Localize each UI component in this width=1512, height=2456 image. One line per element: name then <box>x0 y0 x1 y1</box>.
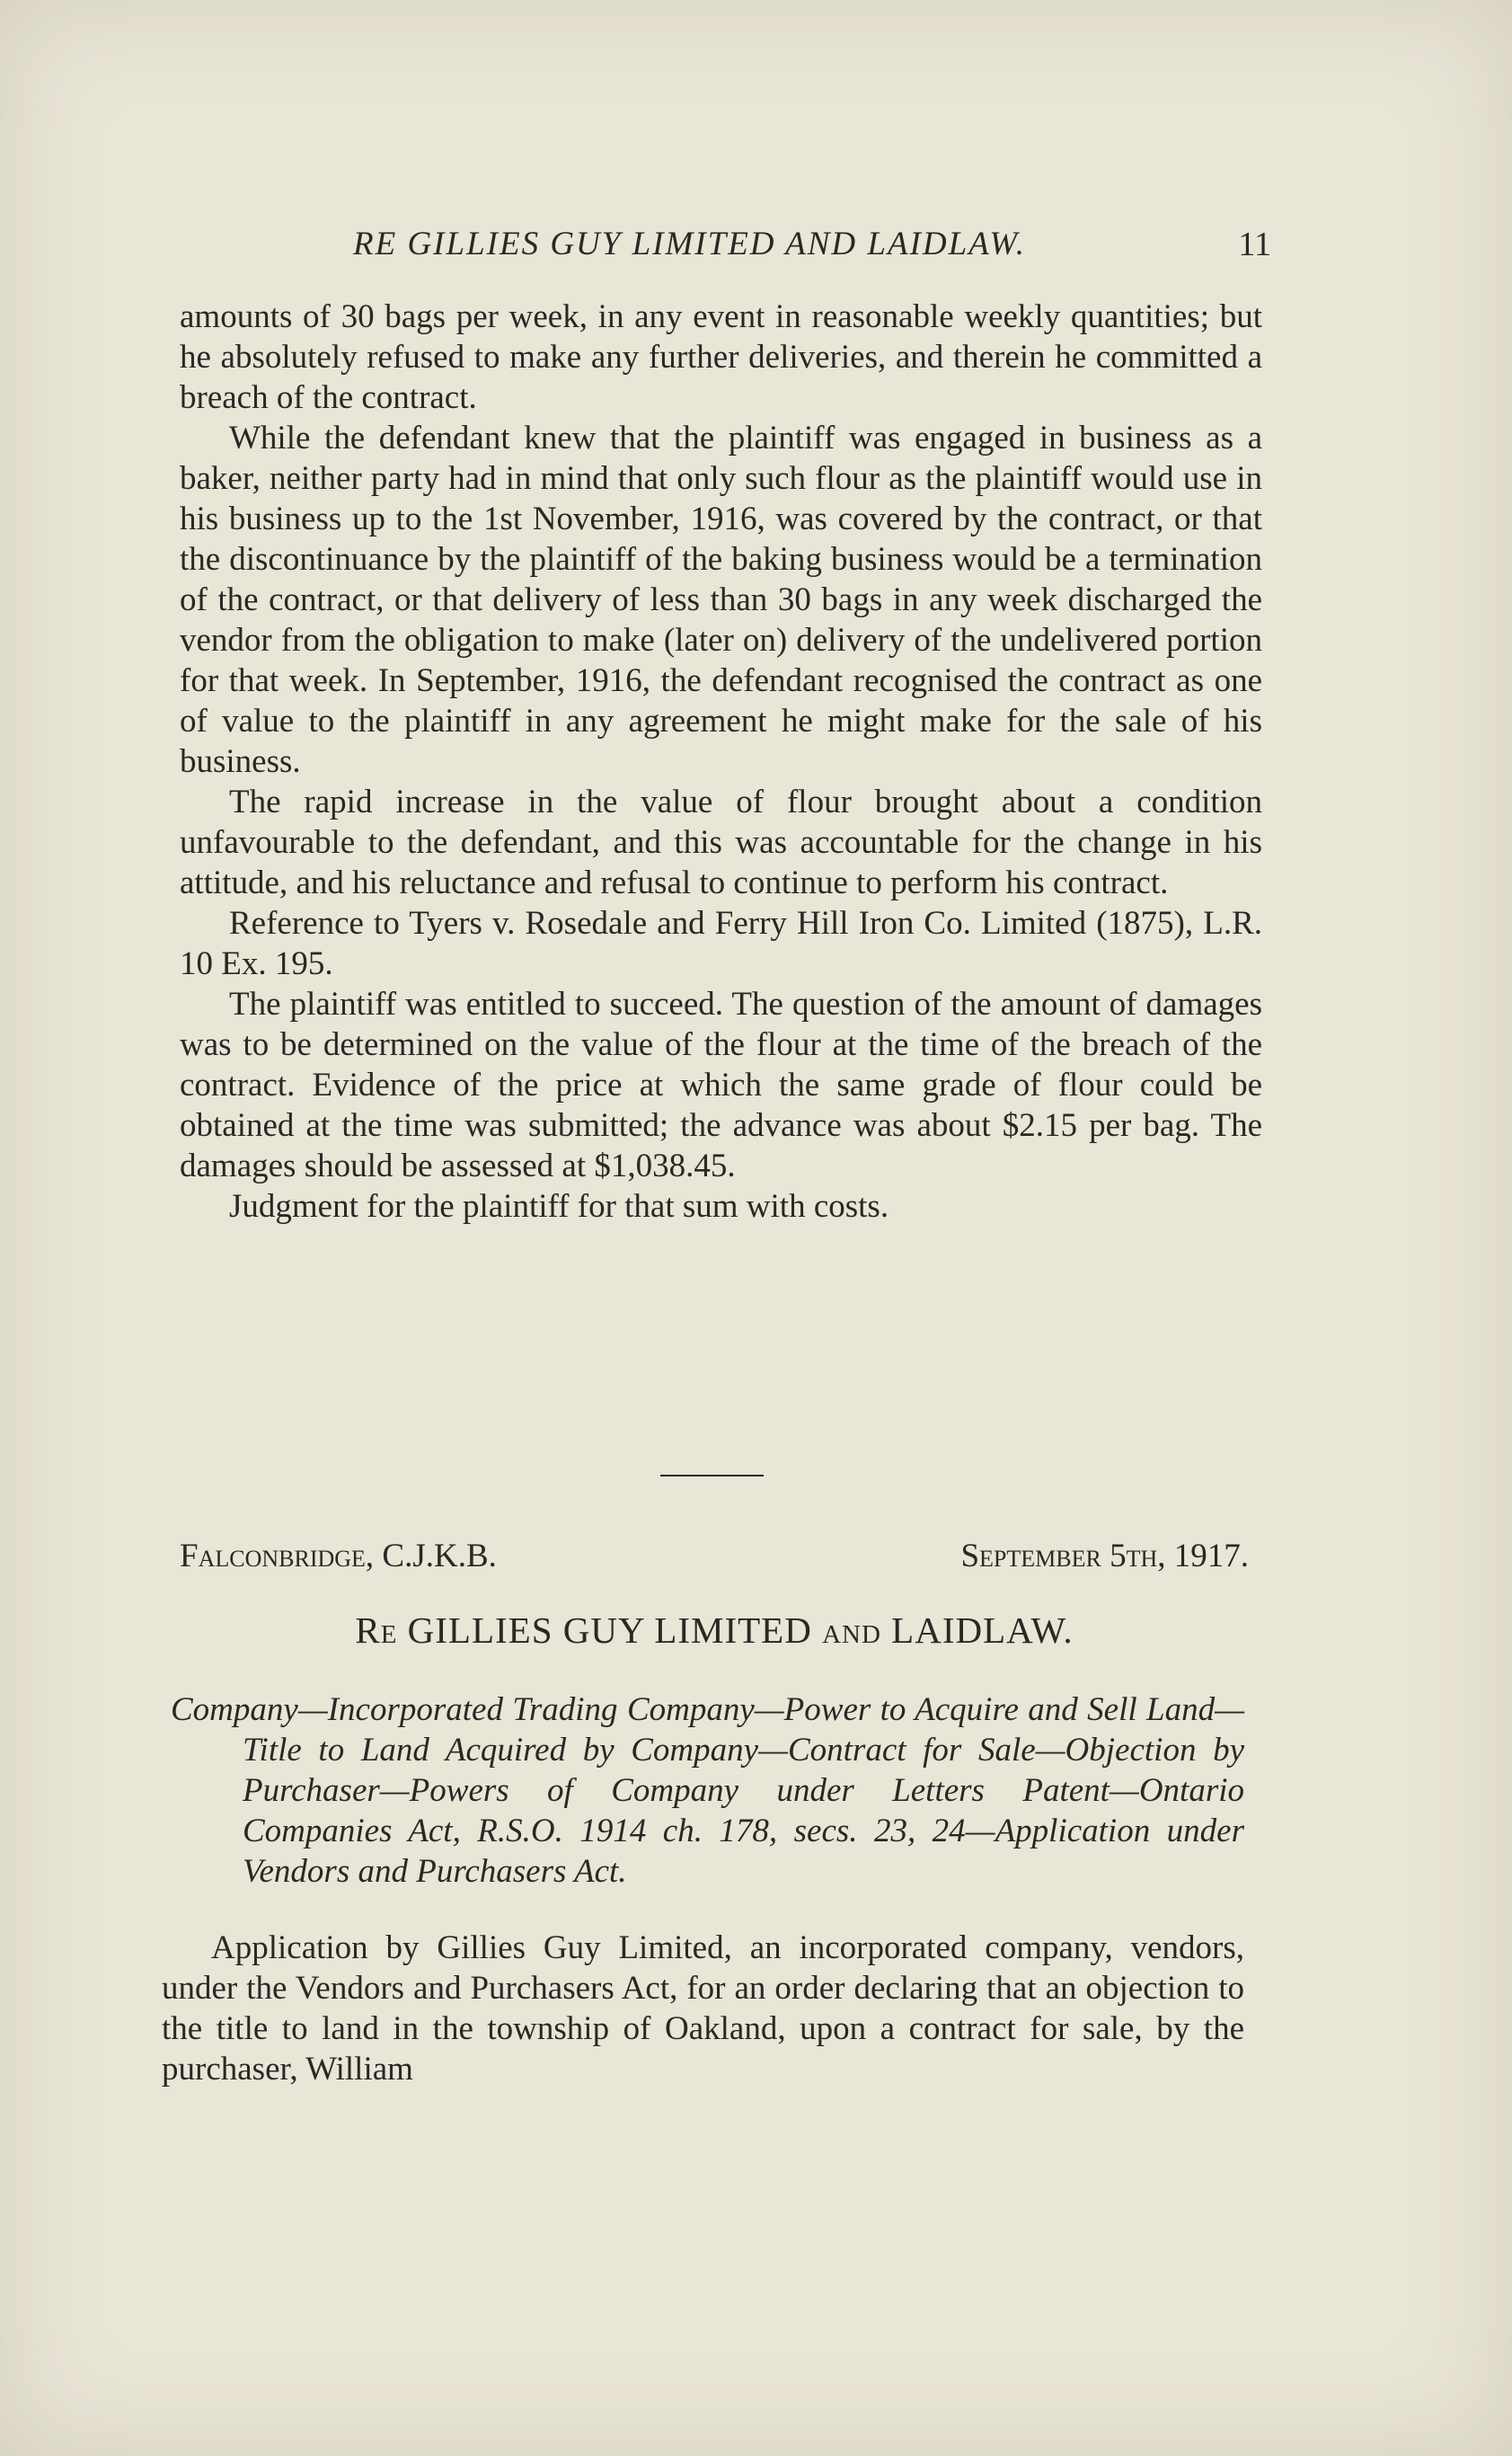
case-title-re: Re <box>355 1609 398 1651</box>
page-header <box>180 225 1271 279</box>
paragraph-flour-increase: The rapid increase in the value of flour brought about a condition unfavourable to the defendant, and this was accountable for the change in his attitude, and his reluctance and refusal to continue to perform his contract. <box>180 784 1262 901</box>
case-title-and: and <box>822 1609 881 1651</box>
judgment-text <box>180 297 1262 1227</box>
decision-date: September 5th, 1917. <box>960 1538 1249 1574</box>
paragraph-reference: Reference to Tyers v. Rosedale and Ferry Hill Iron Co. Limited (1875), L.R. 10 Ex. 195. <box>180 905 1262 982</box>
case-title <box>180 1609 1249 1652</box>
paragraph-defendant-knowledge: While the defendant knew that the plaintiff was engaged in business as a baker, neither party had in mind that only such flour as the plaintiff would use in his business up to the 1st November, 1916, was covered by the contract, or that the discontinuance by the plaintiff of the baking business would be a termination of the contract, or that delivery of less than 30 bags in any week discharged the vendor from the obligation to make (later on) delivery of the undelivered portion for that week. In September, 1916, the defendant recognised the contract as one of value to the plaintiff in any agreement he might make for the sale of his business. <box>180 420 1262 780</box>
paragraph-judgment: Judgment for the plaintiff for that sum with costs. <box>229 1188 889 1225</box>
case-judge-date-line <box>180 1537 1249 1582</box>
running-title: RE GILLIES GUY LIMITED AND LAIDLAW. <box>353 226 1027 262</box>
headnote: Company—Incorporated Trading Company—Power to Acquire and Sell Land—Title to Land Acquired by Company—Contract for Sale—Objection by Purchaser—Powers of Company under Letters Patent—Ontario Companies Act, R.S.O. 1914 ch. 178, secs. 23, 24—Application under Vendors and Purchasers Act. <box>171 1691 1244 1890</box>
section-divider <box>660 1475 764 1476</box>
paragraph-application: Application by Gillies Guy Limited, an incorporated company, vendors, under the Vendors and Purchasers Act, for an order declaring that an objection to the title to land in the township of Oakland, upon a contract for sale, by the purchaser, William <box>162 1929 1244 2088</box>
case-title-part1: GILLIES GUY LIMITED <box>397 1609 823 1651</box>
judge-name: Falconbridge, C.J.K.B. <box>180 1538 497 1574</box>
paragraph-damages: The plaintiff was entitled to succeed. The question of the amount of damages was to be determined on the value of the flour at the time of the breach of the contract. Evidence of the price at which the same grade of flour could be obtained at the time was submitted; the advance was about $2.15 per bag. The damages should be assessed at $1,038.45. <box>180 986 1262 1184</box>
application-text-block <box>162 1928 1244 2089</box>
page-number: 11 <box>1238 226 1271 263</box>
case-title-part2: LAIDLAW. <box>880 1609 1074 1651</box>
paragraph-continuation: amounts of 30 bags per week, in any event in reasonable weekly quantities; but he absolutely refused to make any further deliveries, and therein he committed a breach of the contract. <box>180 298 1262 416</box>
